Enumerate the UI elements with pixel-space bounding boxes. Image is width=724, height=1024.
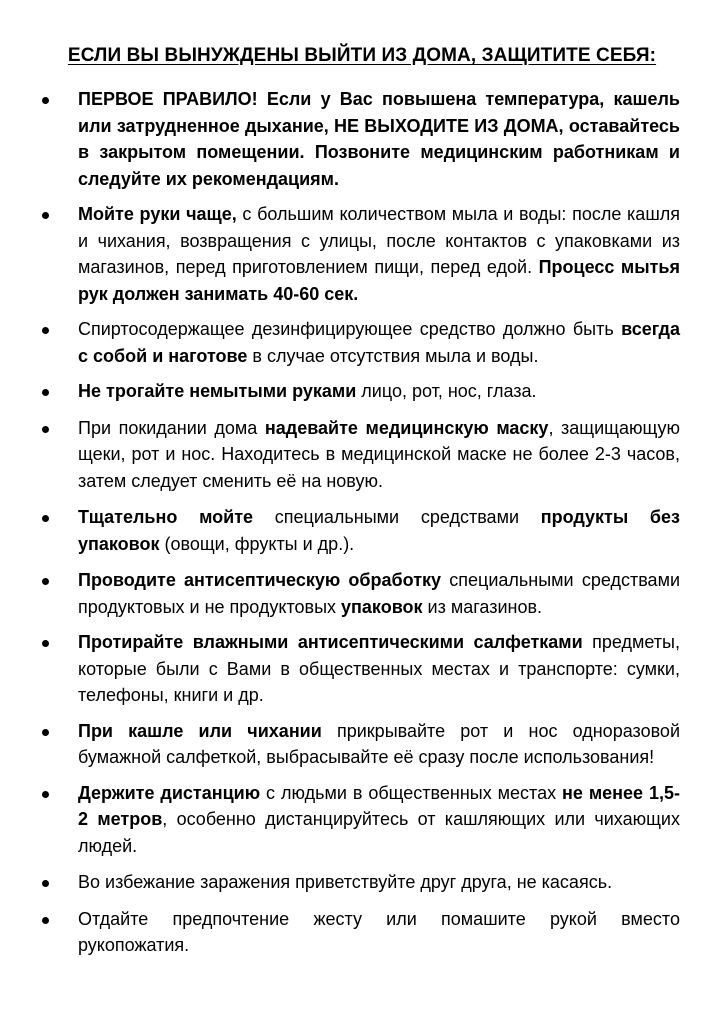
bullet-icon xyxy=(42,578,49,585)
text-segment: предметы, которые были с Вами в общественных местах и транспорте: сумки, телефоны, книги и др. xyxy=(78,632,680,705)
list-item xyxy=(0,201,724,307)
list-item xyxy=(0,718,724,771)
bullet-icon xyxy=(42,640,49,647)
text-segment: с людьми в общественных местах xyxy=(260,782,563,803)
bullet-icon xyxy=(42,917,49,924)
text-segment: специальными средствами xyxy=(253,507,541,527)
page-title-text: ЕСЛИ ВЫ ВЫНУЖДЕНЫ ВЫЙТИ ИЗ ДОМА, ЗАЩИТИТЕ СЕБЯ: xyxy=(67,45,657,66)
bold-text-segment: Держите дистанцию xyxy=(78,782,261,803)
rules-list xyxy=(0,86,724,959)
text-segment: При покидании дома xyxy=(78,417,265,438)
bullet-icon xyxy=(42,389,49,396)
page-title xyxy=(0,45,724,67)
bold-text-segment: Процесс мытья рук должен занимать 40-60 сек. xyxy=(78,257,680,304)
text-segment: , особенно дистанцируйтесь от кашляющих или чихающих людей. xyxy=(78,809,680,856)
bullet-icon xyxy=(42,212,49,219)
text-segment: Спиртосодержащее дезинфицирующее средство должно быть xyxy=(78,319,622,339)
list-item xyxy=(0,567,724,620)
bullet-icon xyxy=(42,327,49,334)
list-item xyxy=(0,906,724,959)
text-segment: с большим количеством мыла и воды: после кашля и чихания, возвращения с улицы, после контактов с упаковками из магазинов, перед приготовлением пищи, перед едой. xyxy=(78,204,681,277)
bold-text-segment: не менее 1,5-2 метров xyxy=(78,782,681,829)
text-segment: (овощи, фрукты и др.). xyxy=(159,533,355,554)
text-segment: прикрывайте рот и нос одноразовой бумажной салфеткой, выбрасывайте её сразу после использования! xyxy=(78,720,680,767)
bullet-icon xyxy=(42,97,49,104)
bold-text-segment: всегда с собой и наготове xyxy=(78,319,680,366)
bold-text-segment: Проводите антисептическую обработку xyxy=(78,570,442,590)
list-item xyxy=(0,86,724,192)
bullet-icon xyxy=(42,880,49,887)
text-segment: специальными средствами продуктовых и не продуктовых xyxy=(78,570,680,617)
text-segment: из магазинов. xyxy=(422,596,543,617)
bold-text-segment: Протирайте влажными антисептическими салфетками xyxy=(78,632,583,652)
text-segment: Отдайте предпочтение жесту или помашите рукой вместо рукопожатия. xyxy=(78,908,680,955)
bold-text-segment: ПЕРВОЕ ПРАВИЛО! Если у Вас повышена температура, кашель или затрудненное дыхание, НЕ ВЫХОДИТЕ ИЗ ДОМА, оставайтесь в закрытом помещении. Позвоните медицинским работникам и следуйте их рекомендациям. xyxy=(78,89,680,189)
bold-text-segment: Тщательно мойте xyxy=(78,507,254,527)
bold-text-segment: упаковок xyxy=(341,596,423,617)
bullet-icon xyxy=(42,426,49,433)
list-item xyxy=(0,780,724,860)
bullet-icon xyxy=(42,515,49,522)
bullet-icon xyxy=(42,791,49,798)
bullet-icon xyxy=(42,729,49,736)
list-item xyxy=(0,504,724,557)
bold-text-segment: продукты без упаковок xyxy=(78,507,680,554)
bold-text-segment: Мойте руки чаще, xyxy=(78,204,237,224)
text-segment: Во избежание заражения приветствуйте друг друга, не касаясь. xyxy=(78,872,613,892)
list-item xyxy=(0,316,724,369)
text-segment: , защищающую щеки, рот и нос. Находитесь в медицинской маске не более 2-3 часов, затем следует сменить её на новую. xyxy=(78,417,680,491)
list-item xyxy=(0,378,724,405)
bold-text-segment: надевайте медицинскую маску xyxy=(264,417,549,438)
text-segment: в случае отсутствия мыла и воды. xyxy=(247,345,539,366)
bold-text-segment: Не трогайте немытыми руками xyxy=(78,381,357,401)
text-segment: лицо, рот, нос, глаза. xyxy=(356,381,537,401)
list-item xyxy=(0,415,724,495)
list-item xyxy=(0,629,724,709)
bold-text-segment: При кашле или чихании xyxy=(78,720,322,741)
list-item xyxy=(0,869,724,896)
